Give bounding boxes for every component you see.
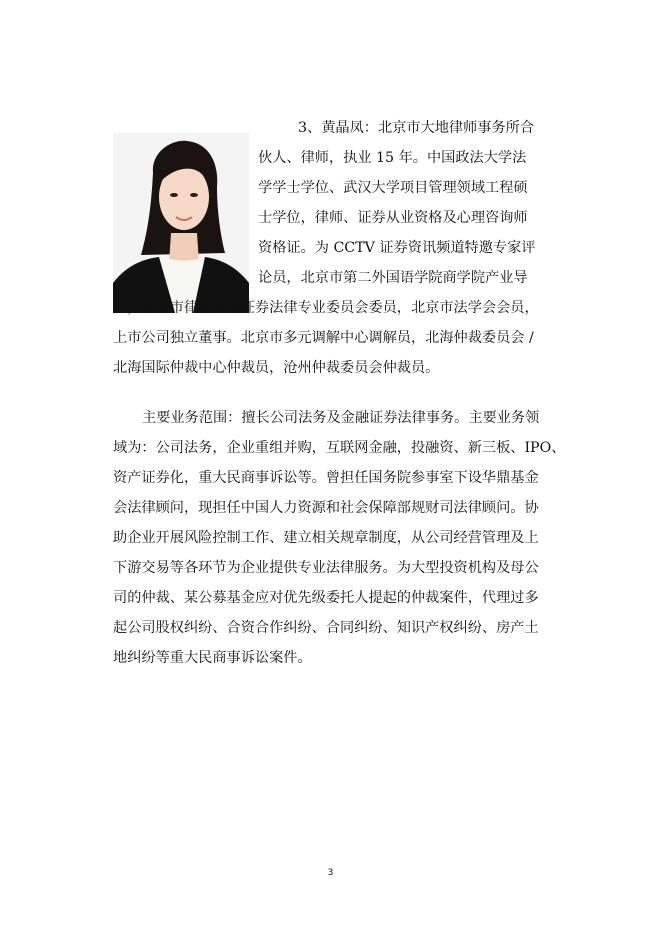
bio-line: 师，北京市律师协会证券法律专业委员会委员，北京市法学会会员，	[113, 300, 539, 316]
business-line: 地纠纷等重大民商事诉讼案件。	[113, 650, 312, 666]
business-line: 起公司股权纠纷、合资合作纠纷、合同纠纷、知识产权纠纷、房产土	[113, 620, 539, 636]
bio-line: 北海国际仲裁中心仲裁员，沧州仲裁委员会仲裁员。	[113, 360, 440, 376]
business-line: 域为：公司法务，企业重组并购，互联网金融，投融资、新三板、IPO、	[113, 440, 566, 456]
business-line: 主要业务范围：擅长公司法务及金融证券法律事务。主要业务领	[142, 410, 540, 426]
bio-line: 论员，北京市第二外国语学院商学院产业导	[258, 270, 528, 286]
business-line: 助企业开展风险控制工作、建立相关规章制度，从公司经营管理及上	[113, 530, 539, 546]
bio-line: 士学位，律师、证券从业资格及心理咨询师	[258, 210, 528, 226]
bio-line: 资格证。为 CCTV 证券资讯频道特邀专家评	[258, 240, 536, 256]
business-line: 司的仲裁、某公募基金应对优先级委托人提起的仲裁案件，代理过多	[113, 590, 539, 606]
page-number: 3	[327, 868, 334, 878]
business-line: 会法律顾问，现担任中国人力资源和社会保障部规财司法律顾问。协	[113, 500, 539, 516]
business-line: 下游交易等各环节为企业提供专业法律服务。为大型投资机构及母公	[113, 560, 539, 576]
bio-line: 学学士学位、武汉大学项目管理领域工程硕	[258, 180, 528, 196]
bio-line: 上市公司独立董事。北京市多元调解中心调解员，北海仲裁委员会 /	[113, 330, 534, 346]
business-line: 资产证券化，重大民商事诉讼等。曾担任国务院参事室下设华鼎基金	[113, 470, 539, 486]
portrait-photo	[113, 133, 249, 313]
bio-line: 3、黄晶凤：北京市大地律师事务所合	[298, 120, 535, 136]
bio-line: 伙人、律师，执业 15 年。中国政法大学法	[258, 150, 527, 166]
portrait-illustration	[113, 133, 249, 313]
